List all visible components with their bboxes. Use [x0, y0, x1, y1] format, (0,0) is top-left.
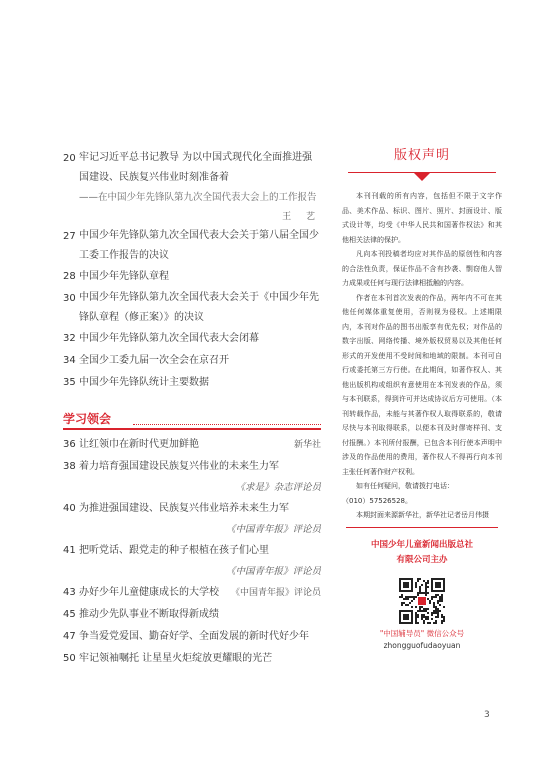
toc-part-1 [63, 148, 321, 394]
panel-divider [346, 527, 498, 528]
toc-entry-title: 中国少年先锋队统计主要数据 [79, 377, 209, 388]
toc-entry-title: 为推进强国建设、民族复兴伟业培养未来生力军 [79, 503, 289, 514]
toc-entry-title: 推动少先队事业不断取得新成绩 [79, 609, 219, 620]
toc-entry [63, 372, 321, 394]
copyright-paragraph: 作者在本刊首次发表的作品，两年内不可在其他任何媒体重复使用，否则视为侵权。上述期限内，本刊对作品的图书出版享有优先权；对作品的数字出版、网络传播、境外版权贸易以及其他任何形式的开发使用不受时间和地域的限制。本刊可自行或委托第三方行使。在此期间，如著作权人、其他出版机构或组织有意使用在本刊发表的作品，须与本刊联系，得到许可并达成协议后方可使用。（本刊转载作品，未能与其著作权人取得联系的，敬请尽快与本刊取得联系，以便本刊及时僇寄样刊、支付报酬。）本刊所付报酬，已包含本刊行使本声明中涉及的作品使用的费用，著作权人不得再行向本刊主张任何著作财产权利。 [342, 293, 502, 476]
toc-entry [63, 350, 321, 372]
toc-entry [63, 648, 321, 670]
toc-page-number: 27 [63, 231, 76, 242]
toc-entry [63, 434, 321, 456]
toc-page-number: 35 [63, 377, 76, 388]
section-dotted-rule [133, 424, 321, 425]
toc-entry-title: 把听党话、跟党走的种子根植在孩子们心里 [79, 545, 269, 556]
toc-page-number: 34 [63, 355, 76, 366]
toc-entry [63, 582, 321, 604]
copyright-paragraph: 凡向本刊投稿者均应对其作品的原创性和内容的合法性负责，保证作品不含有抄袭、剽窃他人智力成果或任何与现行法律相抵触的内容。 [342, 250, 502, 287]
copyright-heading: 版权声明 [393, 148, 450, 163]
toc-page-number: 32 [63, 333, 76, 344]
table-of-contents [63, 148, 321, 670]
toc-entry [63, 328, 321, 350]
wechat-account-label: "中国辅导员" 微信公众号 [379, 628, 465, 638]
toc-page-number: 45 [63, 609, 76, 620]
section-rule [63, 428, 321, 430]
toc-entry-title: 中国少年先锋队第九次全国代表大会闭幕 [79, 333, 259, 344]
toc-page-number: 38 [63, 461, 76, 472]
toc-entry [63, 604, 321, 626]
copyright-heading-rule [348, 172, 496, 173]
toc-entry-source: 《中国青年报》评论员 [225, 524, 321, 535]
toc-entry [63, 626, 321, 648]
contact-label: 如有任何疑问，敬请拨打电话： [356, 482, 454, 490]
toc-entry-source: 新华社 [293, 440, 321, 450]
toc-page-number: 40 [63, 503, 76, 514]
toc-entry-title: 办好少年儿童健康成长的大学校 [79, 587, 219, 598]
toc-entry-source: 《求是》杂志评论员 [235, 482, 321, 493]
toc-entry-title: 牢记领袖嘱托 让星星火炬绽放更耀眼的光芒 [79, 653, 273, 664]
toc-entry [63, 456, 321, 498]
toc-part-2 [63, 434, 321, 670]
toc-entry-subtitle: ——在中国少年先锋队第九次全国代表大会上的工作报告 [79, 192, 317, 203]
toc-entry-source: 《中国青年报》评论员 [230, 588, 321, 598]
toc-entry-author: 王 艺 [282, 212, 321, 222]
section-title: 学习领会 [63, 412, 112, 426]
publisher-line-1: 中国少年儿童新闻出版总社 [370, 539, 473, 550]
section-header [63, 408, 321, 434]
copyright-paragraph: 本刊刊载的所有内容，包括但不限于文字作品、美术作品、标识、图片、照片、封面设计、版式设计等，均受《中华人民共和国著作权法》和其他相关法律的保护。 [342, 192, 502, 244]
toc-page-number: 30 [63, 293, 76, 304]
toc-entry-source: 《中国青年报》评论员 [225, 566, 321, 577]
contact-phone: （010）57526528。 [342, 496, 412, 505]
toc-entry-title: 全国少工委九届一次全会在京召开 [79, 355, 229, 366]
toc-entry [63, 288, 321, 328]
page-number: 3 [484, 710, 490, 720]
toc-page-number: 50 [63, 653, 76, 664]
toc-page-number: 43 [63, 587, 76, 598]
publisher-line-2: 有限公司主办 [396, 554, 448, 565]
toc-entry-title: 着力培育强国建设民族复兴伟业的未来生力军 [79, 461, 279, 472]
publisher-name [342, 538, 502, 568]
toc-entry-title: 争当爱党爱国、勤奋好学、全面发展的新时代好少年 [79, 631, 309, 642]
toc-page-number: 47 [63, 631, 76, 642]
toc-page-number: 41 [63, 545, 76, 556]
toc-entry [63, 266, 321, 288]
triangle-down-icon [414, 173, 430, 181]
toc-entry-title: 中国少年先锋队章程 [79, 271, 169, 282]
toc-page-number: 28 [63, 271, 76, 282]
toc-entry-title: 让红领巾在新时代更加鲜艳 [79, 439, 199, 450]
copyright-panel [342, 140, 502, 652]
toc-entry-title: 中国少年先锋队第九次全国代表大会关于《中国少年先锋队章程（修正案）》的决议 [79, 292, 319, 323]
toc-page-number: 20 [63, 153, 76, 164]
toc-entry [63, 540, 321, 582]
toc-entry [63, 148, 321, 226]
toc-entry-title: 牢记习近平总书记教导 为以中国式现代化全面推进强国建设、民族复兴伟业时刻准备着 [79, 152, 313, 183]
photo-credit: 本期封面来源新华社，新华社记者岳月伟摄 [356, 511, 489, 519]
toc-entry [63, 226, 321, 266]
toc-entry [63, 498, 321, 540]
toc-page-number: 36 [63, 439, 76, 450]
wechat-account-id: zhongguofudaoyuan [383, 640, 461, 650]
qr-code-icon [399, 578, 445, 624]
toc-entry-title: 中国少年先锋队第九次全国代表大会关于第八届全国少工委工作报告的决议 [79, 230, 319, 261]
